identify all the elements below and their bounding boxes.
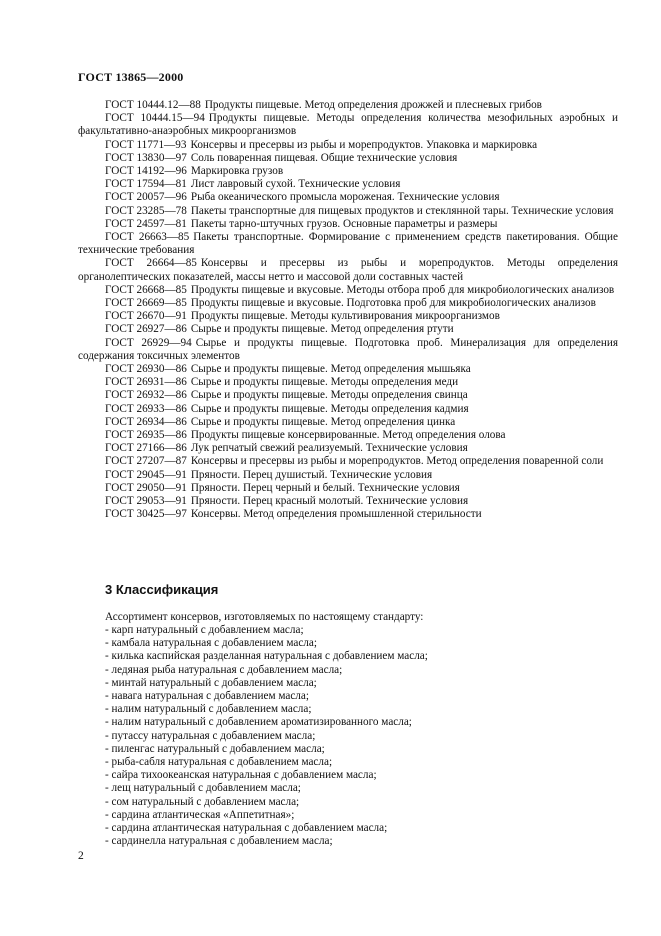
- reference-code: ГОСТ 24597—81: [105, 217, 187, 230]
- reference-code: ГОСТ 26664—85: [105, 257, 197, 270]
- reference-item: [78, 297, 618, 310]
- reference-item: [78, 310, 618, 323]
- reference-item: [78, 218, 618, 231]
- reference-item: [78, 403, 618, 416]
- reference-code: ГОСТ 27207—87: [105, 455, 187, 468]
- reference-title: Продукты пищевые и вкусовые. Подготовка проб для микробиологических анализов: [190, 297, 596, 310]
- reference-code: ГОСТ 26668—85: [105, 283, 187, 296]
- reference-item: [78, 257, 618, 283]
- list-item: - камбала натуральная с добавлением масла;: [105, 637, 317, 650]
- reference-title: Продукты пищевые. Метод определения дрожжей и плесневых грибов: [204, 99, 542, 111]
- reference-item: [78, 284, 618, 297]
- reference-title: Сырье и продукты пищевые. Метод определения ртути: [190, 323, 454, 336]
- reference-title: Лук репчатый свежий реализуемый. Технические условия: [190, 442, 468, 455]
- reference-code: ГОСТ 26927—86: [105, 323, 187, 336]
- reference-item: [78, 455, 618, 468]
- reference-code: ГОСТ 10444.15—94: [105, 112, 205, 125]
- list-item: - сом натуральный с добавлением масла;: [105, 795, 300, 808]
- list-item: - сайра тихоокеанская натуральная с добавлением масла;: [105, 769, 377, 782]
- reference-code: ГОСТ 26670—91: [105, 310, 187, 323]
- reference-code: ГОСТ 13830—97: [105, 151, 187, 164]
- reference-title: Маркировка грузов: [190, 165, 284, 178]
- reference-title: Сырье и продукты пищевые. Методы определения свинца: [190, 389, 468, 402]
- reference-title: Пакеты транспортные для пищевых продуктов и стеклянной тары. Технические условия: [190, 204, 614, 217]
- reference-item: [78, 205, 618, 218]
- reference-item: [78, 429, 618, 442]
- reference-code: ГОСТ 26934—86: [105, 415, 187, 428]
- list-item: - сардина атлантическая «Аппетитная»;: [105, 808, 295, 821]
- reference-title: Пакеты тарно-штучных грузов. Основные параметры и размеры: [190, 217, 498, 230]
- reference-item: [78, 469, 618, 482]
- reference-code: ГОСТ 20057—96: [105, 191, 187, 204]
- reference-item: [78, 337, 618, 363]
- list-item: - карп натуральный с добавлением масла;: [105, 624, 304, 636]
- reference-title: Продукты пищевые. Методы определения количества мезофильных аэробных и факультативно-анаэробных микроорганизмов: [78, 112, 619, 138]
- reference-item: [78, 363, 618, 376]
- product-list: [105, 624, 428, 848]
- reference-code: ГОСТ 26669—85: [105, 297, 187, 310]
- reference-code: ГОСТ 23285—78: [105, 204, 187, 217]
- reference-code: ГОСТ 30425—97: [105, 508, 187, 521]
- reference-code: ГОСТ 26933—86: [105, 402, 187, 415]
- reference-code: ГОСТ 29050—91: [105, 481, 187, 494]
- reference-title: Сырье и продукты пищевые. Метод определения мышьяка: [190, 363, 471, 376]
- reference-title: Пряности. Перец красный молотый. Технические условия: [190, 495, 469, 508]
- reference-title: Продукты пищевые. Методы культивирования микроорганизмов: [190, 310, 500, 323]
- list-item: - лещ натуральный с добавлением масла;: [105, 782, 301, 795]
- reference-item: [78, 165, 618, 178]
- reference-code: ГОСТ 11771—93: [105, 138, 187, 151]
- reference-code: ГОСТ 17594—81: [105, 178, 187, 191]
- reference-title: Пряности. Перец душистый. Технические условия: [190, 468, 433, 481]
- reference-title: Консервы и пресервы из рыбы и морепродуктов. Метод определения поваренной соли: [190, 455, 604, 468]
- reference-title: Консервы. Метод определения промышленной стерильности: [190, 508, 482, 521]
- reference-title: Продукты пищевые консервированные. Метод определения олова: [190, 429, 506, 442]
- reference-code: ГОСТ 10444.12—88: [105, 99, 201, 111]
- list-item: - пиленгас натуральный с добавлением масла;: [105, 742, 325, 755]
- reference-title: Продукты пищевые и вкусовые. Методы отбора проб для микробиологических анализов: [190, 283, 615, 296]
- reference-item: [78, 389, 618, 402]
- reference-code: ГОСТ 26931—86: [105, 376, 187, 389]
- reference-item: [78, 231, 618, 257]
- reference-title: Лист лавровый сухой. Технические условия: [190, 178, 401, 191]
- reference-title: Рыба океанического промысла мороженая. Технические условия: [190, 191, 500, 204]
- reference-item: [78, 99, 618, 112]
- reference-item: [78, 152, 618, 165]
- reference-title: Пакеты транспортные. Формирование с применением средств пакетирования. Общие технические требования: [78, 231, 618, 257]
- reference-item: [78, 178, 618, 191]
- list-item: - налим натуральный с добавлением ароматизированного масла;: [105, 716, 412, 729]
- reference-item: [78, 482, 618, 495]
- reference-code: ГОСТ 26932—86: [105, 389, 187, 402]
- reference-title: Соль поваренная пищевая. Общие технические условия: [190, 151, 458, 164]
- reference-code: ГОСТ 26935—86: [105, 429, 187, 442]
- list-item: - путассу натуральная с добавлением масла;: [105, 729, 316, 742]
- reference-code: ГОСТ 29053—91: [105, 495, 187, 508]
- page-number: 2: [78, 850, 84, 862]
- reference-item: [78, 508, 618, 521]
- reference-code: ГОСТ 26930—86: [105, 363, 187, 376]
- reference-title: Сырье и продукты пищевые. Подготовка проб. Минерализация для определения содержания токсичных элементов: [78, 336, 618, 362]
- section-intro: Ассортимент консервов, изготовляемых по настоящему стандарту:: [105, 611, 424, 623]
- reference-code: ГОСТ 14192—96: [105, 165, 187, 178]
- list-item: - минтай натуральный с добавлением масла;: [105, 676, 317, 689]
- list-item: - навага натуральная с добавлением масла;: [105, 690, 309, 703]
- reference-code: ГОСТ 26663—85: [105, 231, 190, 244]
- reference-title: Консервы и пресервы из рыбы и морепродуктов. Упаковка и маркировка: [190, 138, 538, 151]
- reference-item: [78, 139, 618, 152]
- section-title: 3 Классификация: [105, 582, 219, 597]
- document-header: ГОСТ 13865—2000: [78, 70, 184, 84]
- list-item: - сардинелла натуральная с добавлением масла;: [105, 835, 333, 848]
- reference-code: ГОСТ 26929—94: [105, 336, 192, 349]
- reference-item: [78, 416, 618, 429]
- normative-references-list: [78, 99, 618, 522]
- list-item: - ледяная рыба натуральная с добавлением масла;: [105, 663, 343, 676]
- reference-title: Консервы и пресервы из рыбы и морепродуктов. Методы определения органолептических показателей, массы нетто и массовой доли составных частей: [78, 257, 619, 283]
- reference-item: [78, 323, 618, 336]
- reference-title: Пряности. Перец черный и белый. Технические условия: [190, 481, 460, 494]
- reference-item: [78, 112, 618, 138]
- list-item: - налим натуральный с добавлением масла;: [105, 703, 312, 716]
- list-item: - рыба-сабля натуральная с добавлением масла;: [105, 756, 333, 769]
- reference-item: [78, 376, 618, 389]
- list-item: - сардина атлантическая натуральная с добавлением масла;: [105, 822, 388, 835]
- reference-title: Сырье и продукты пищевые. Метод определения цинка: [190, 415, 456, 428]
- list-item: - килька каспийская разделанная натуральная с добавлением масла;: [105, 650, 428, 663]
- reference-item: [78, 191, 618, 204]
- reference-item: [78, 495, 618, 508]
- reference-title: Сырье и продукты пищевые. Методы определения меди: [190, 376, 459, 389]
- reference-code: ГОСТ 29045—91: [105, 468, 187, 481]
- reference-title: Сырье и продукты пищевые. Методы определения кадмия: [190, 402, 469, 415]
- reference-item: [78, 442, 618, 455]
- reference-code: ГОСТ 27166—86: [105, 442, 187, 455]
